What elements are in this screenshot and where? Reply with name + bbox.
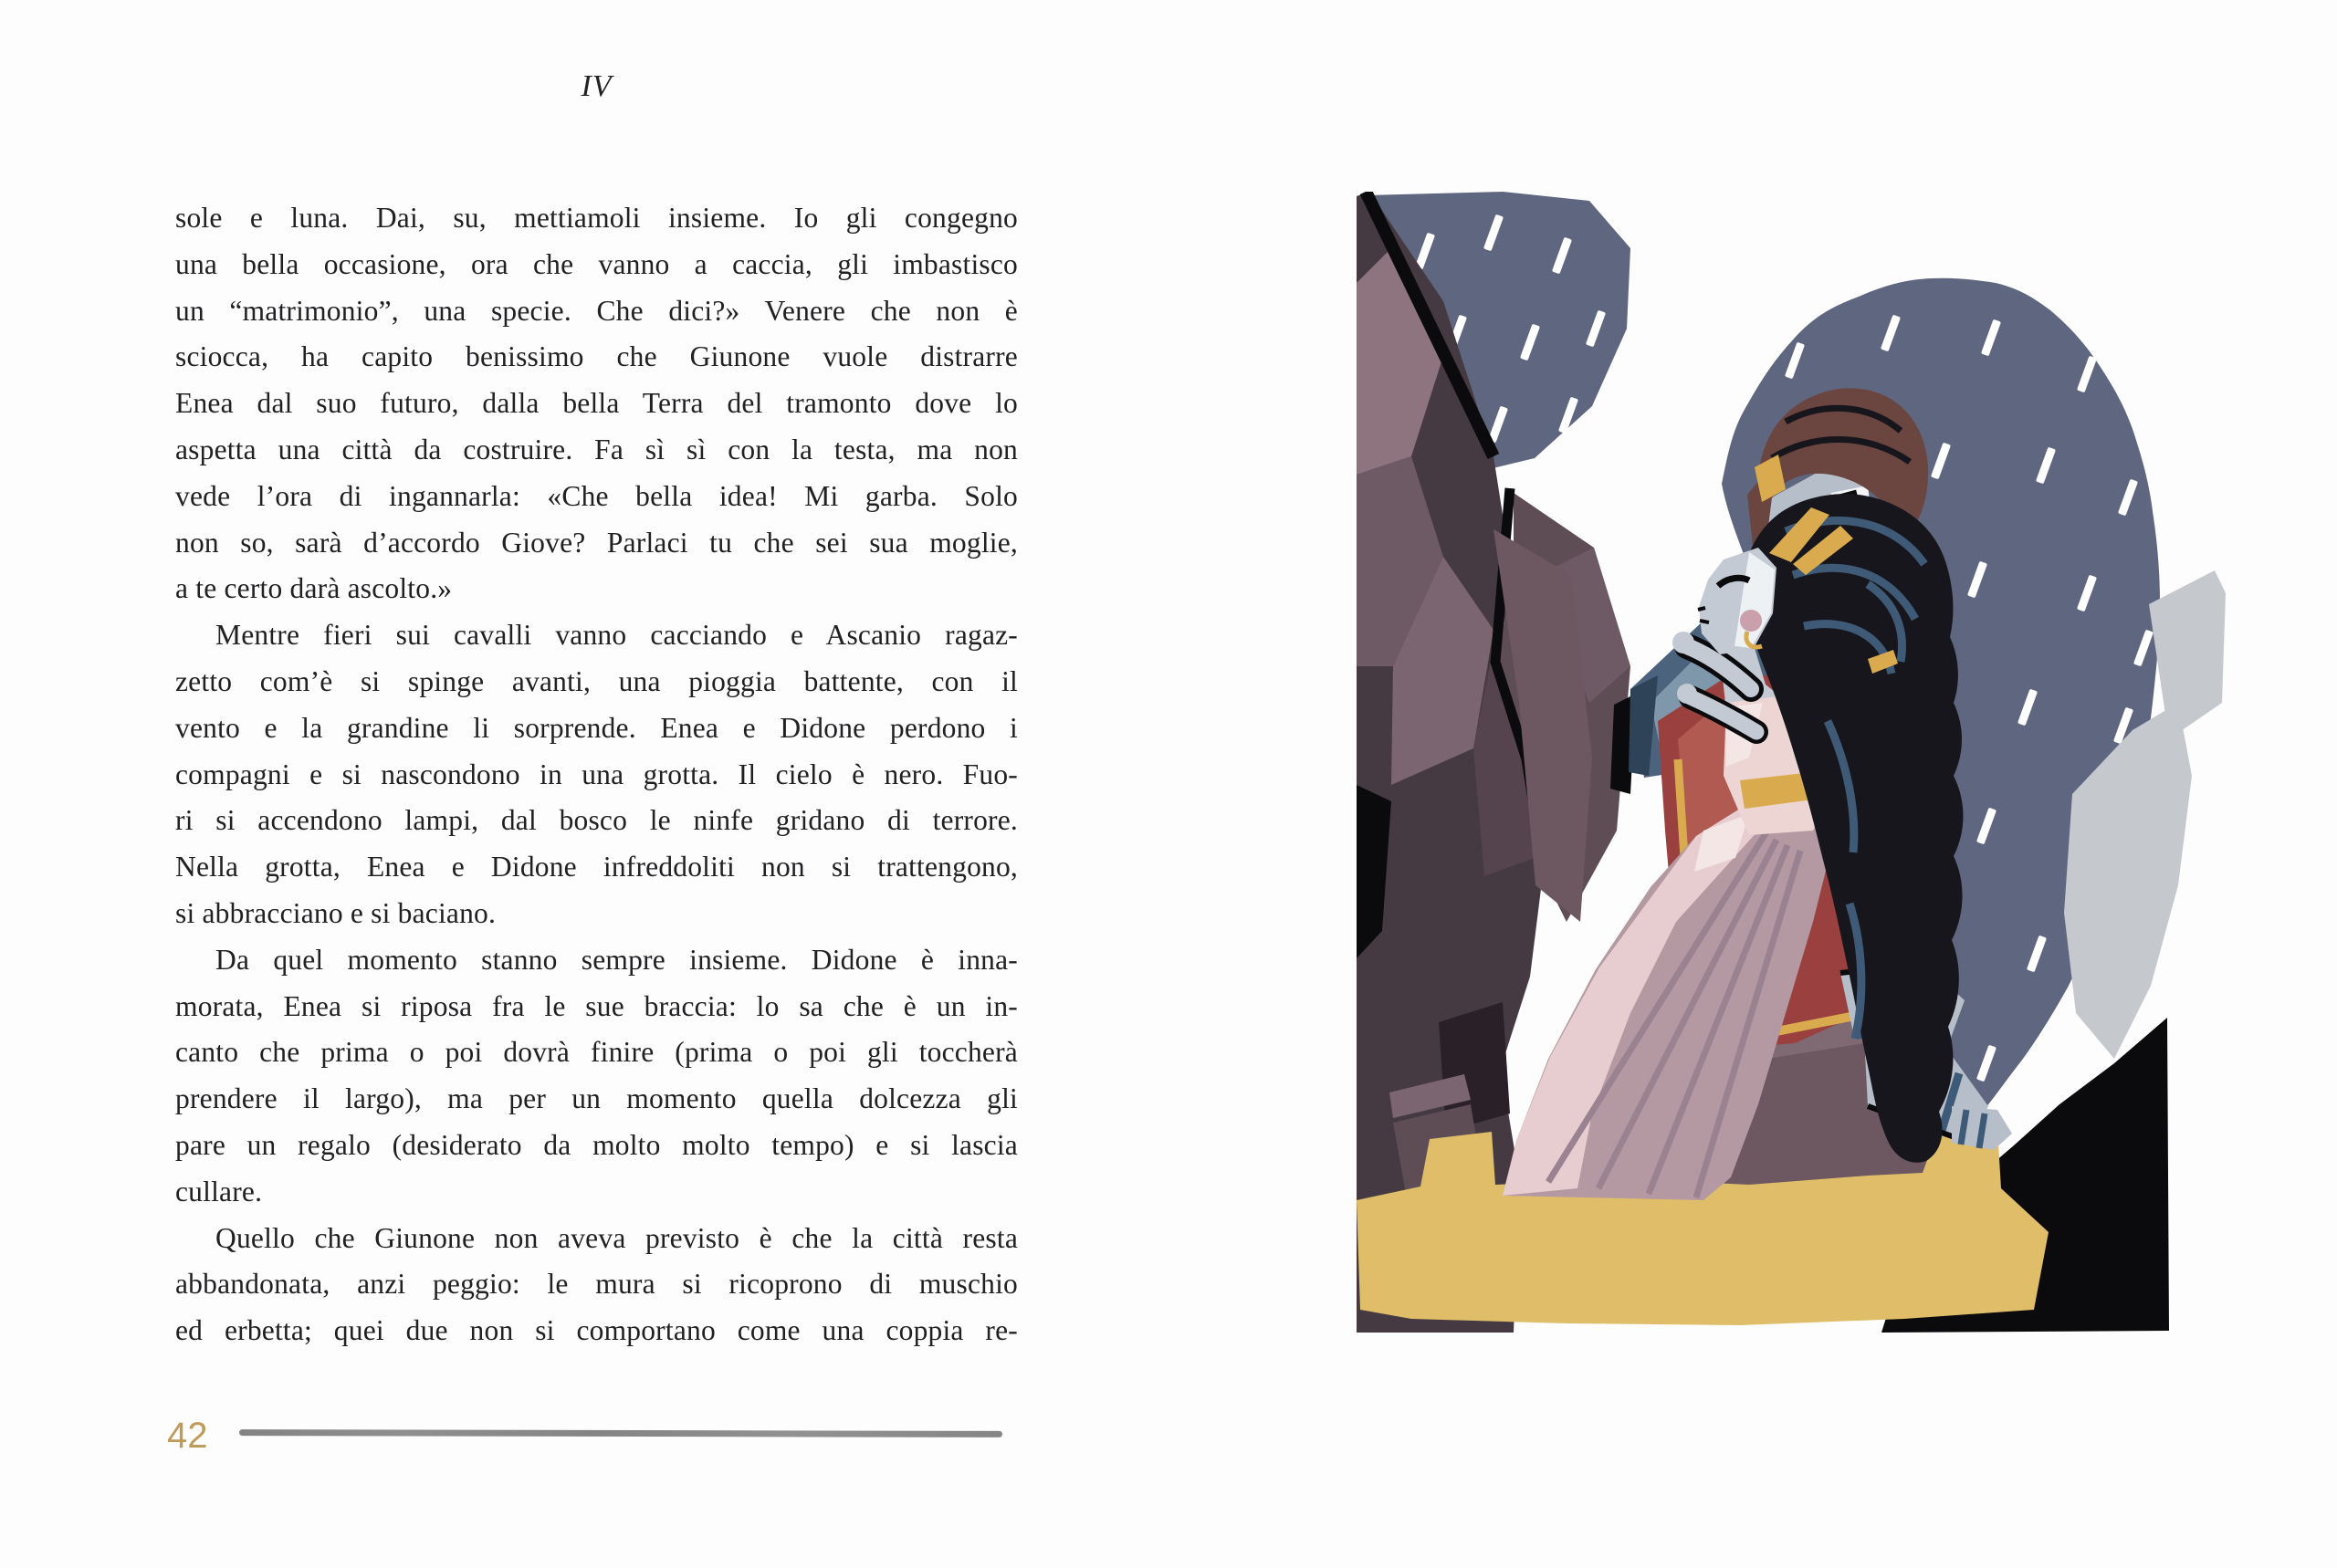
- text-line: vento e la grandine li sorprende. Enea e Didone perdono i: [175, 711, 1018, 744]
- text-line: ed erbetta; quei due non si comportano come una coppia re-: [175, 1314, 1018, 1347]
- text-line: canto che prima o poi dovrà finire (prima o poi gli toccherà: [175, 1036, 1018, 1069]
- text-line: cullare.: [175, 1175, 263, 1207]
- text-line: zetto com’è si spinge avanti, una pioggia battente, con il: [175, 664, 1018, 697]
- chapter-heading: IV: [581, 69, 613, 103]
- text-line: Mentre fieri sui cavalli vanno cacciando e Ascanio ragaz-: [215, 619, 1018, 652]
- text-line: Enea dal suo futuro, dalla bella Terra del tramonto dove lo: [175, 387, 1018, 420]
- text-line: sole e luna. Dai, su, mettiamoli insieme. Io gli congegno: [175, 202, 1018, 234]
- cave-illustration: [1357, 192, 2229, 1334]
- text-line: sciocca, ha capito benissimo che Giunone vuole distrarre: [175, 340, 1018, 373]
- text-line: Da quel momento stanno sempre insieme. Didone è inna-: [215, 943, 1018, 976]
- text-line: morata, Enea si riposa fra le sue braccia: lo sa che è un in-: [175, 989, 1018, 1022]
- text-line: ri si accendono lampi, dal bosco le ninfe gridano di terrore.: [175, 804, 1018, 837]
- footer-rule: [239, 1429, 1002, 1437]
- text-line: compagni e si nascondono in una grotta. Il cielo è nero. Fuo-: [175, 758, 1018, 790]
- text-line: si abbracciano e si baciano.: [175, 896, 497, 929]
- didone-ear: [1740, 610, 1762, 632]
- text-line: pare un regalo (desiderato da molto molto tempo) e si lascia: [175, 1128, 1018, 1161]
- text-line: prendere il largo), ma per un momento quella dolcezza gli: [175, 1082, 1018, 1115]
- text-line: Nella grotta, Enea e Didone infreddoliti non si trattengono,: [175, 851, 1018, 883]
- text-line: non so, sarà d’accordo Giove? Parlaci tu che sei sua moglie,: [175, 526, 1018, 559]
- text-line: una bella occasione, ora che vanno a caccia, gli imbastisco: [175, 247, 1018, 280]
- body-text: [175, 195, 1018, 1354]
- text-line: abbandonata, anzi peggio: le mura si ricoprono di muschio: [175, 1268, 1018, 1301]
- text-line: un “matrimonio”, una specie. Che dici?» Venere che non è: [175, 294, 1018, 327]
- text-line: vede l’ora di ingannarla: «Che bella idea! Mi garba. Solo: [175, 479, 1018, 512]
- page-number: 42: [167, 1416, 208, 1456]
- text-line: Quello che Giunone non aveva previsto è che la città resta: [215, 1221, 1018, 1254]
- text-line: a te certo darà ascolto.»: [175, 572, 453, 605]
- text-line: aspetta una città da costruire. Fa sì sì con la testa, ma non: [175, 433, 1018, 465]
